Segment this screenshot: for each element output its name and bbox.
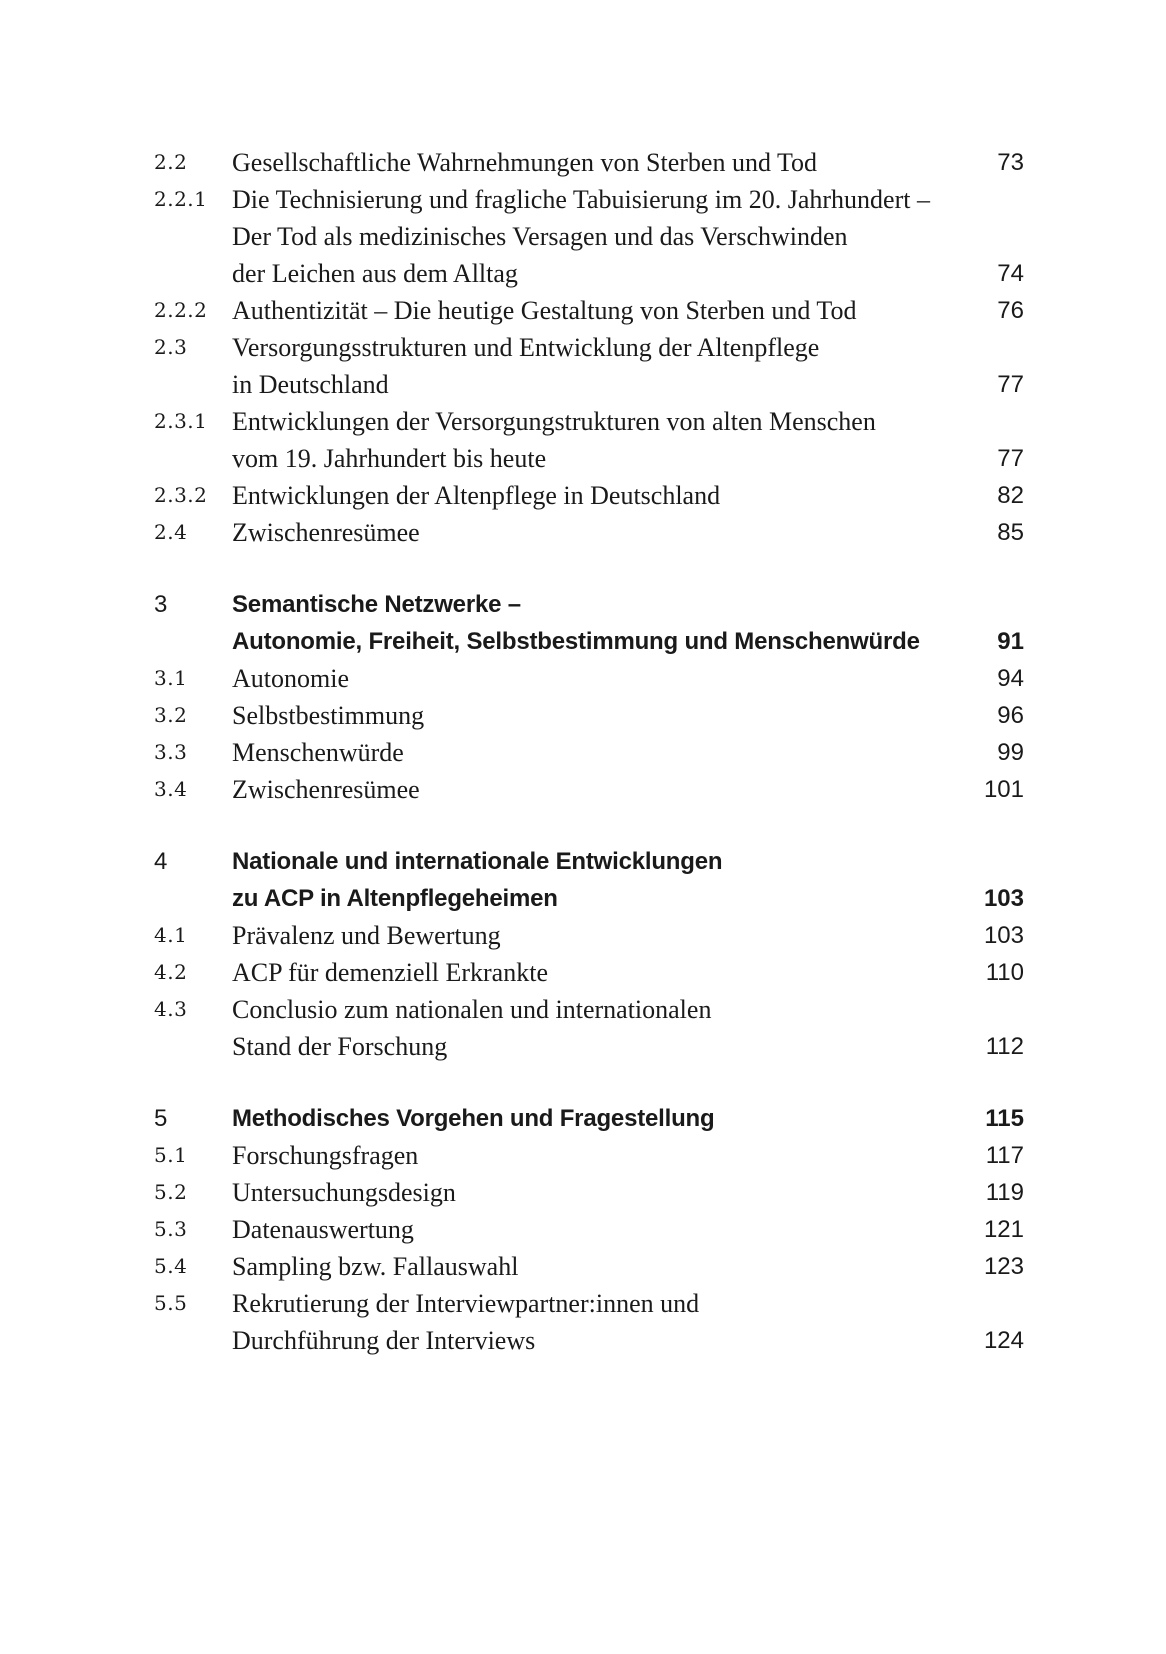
toc-entry[interactable] xyxy=(154,917,1024,954)
toc-entry-title xyxy=(232,329,954,403)
toc-entry[interactable] xyxy=(154,771,1024,808)
toc-entry-number: 2.3 xyxy=(154,335,188,359)
toc-entry-title-line: Stand der Forschung xyxy=(232,1032,448,1061)
toc-chapter-entry[interactable] xyxy=(154,1100,1024,1137)
toc-entry-number: 5.5 xyxy=(154,1291,188,1315)
toc-entry-number: 4.2 xyxy=(154,960,188,984)
toc-entry-page-number: 103 xyxy=(983,922,1024,949)
section-gap xyxy=(154,808,1024,843)
toc-entry-title xyxy=(232,586,954,660)
toc-entry-page-number: 76 xyxy=(997,297,1024,324)
toc-entry-page-number: 119 xyxy=(985,1179,1024,1206)
toc-entry-title-line: Datenauswertung xyxy=(232,1215,414,1244)
toc-entry-page-number: 77 xyxy=(997,445,1024,472)
toc-entry-title-line: Semantische Netzwerke – xyxy=(232,591,521,618)
toc-entry-title xyxy=(232,734,954,771)
toc-entry-number: 3.4 xyxy=(154,777,188,801)
toc-entry-number: 2.3.2 xyxy=(154,483,208,507)
toc-entry-title xyxy=(232,660,954,697)
toc-entry-title-line: Prävalenz und Bewertung xyxy=(232,921,501,950)
toc-entry-page-number: 103 xyxy=(983,885,1024,912)
toc-entry-number: 3.2 xyxy=(154,703,188,727)
toc-entry-page-number: 91 xyxy=(997,628,1024,655)
toc-entry-title xyxy=(232,697,954,734)
toc-entry-title xyxy=(232,1100,954,1137)
toc-entry-title-line: Authentizität – Die heutige Gestaltung von Sterben und Tod xyxy=(232,296,857,325)
toc-entry-page-number: 110 xyxy=(985,959,1024,986)
toc-entry-title-line: Versorgungsstrukturen und Entwicklung der Altenpflege xyxy=(232,333,820,362)
toc-entry-title xyxy=(232,514,954,551)
toc-entry-number: 4 xyxy=(154,848,168,875)
toc-entry-title xyxy=(232,843,954,917)
toc-entry-title-line: in Deutschland xyxy=(232,370,389,399)
section-gap xyxy=(154,551,1024,586)
toc-entry-page-number: 73 xyxy=(997,149,1024,176)
toc-entry[interactable] xyxy=(154,514,1024,551)
toc-entry-number: 2.2.1 xyxy=(154,187,208,211)
toc-entry[interactable] xyxy=(154,1211,1024,1248)
toc-entry[interactable] xyxy=(154,734,1024,771)
toc-entry-page-number: 112 xyxy=(985,1033,1024,1060)
toc-entry[interactable] xyxy=(154,477,1024,514)
toc-entry-title-line: Forschungsfragen xyxy=(232,1141,419,1170)
toc-entry-page-number: 124 xyxy=(983,1327,1024,1354)
toc-entry-number: 2.4 xyxy=(154,520,188,544)
toc-entry-title-line: Zwischenresümee xyxy=(232,775,420,804)
toc-entry-title-line: Nationale und internationale Entwicklungen xyxy=(232,848,723,875)
toc-entry-title-line: vom 19. Jahrhundert bis heute xyxy=(232,444,547,473)
toc-entry-title-line: der Leichen aus dem Alltag xyxy=(232,259,518,288)
toc-entry-title-line: ACP für demenziell Erkrankte xyxy=(232,958,548,987)
table-of-contents xyxy=(154,144,1024,1359)
toc-entry-number: 2.3.1 xyxy=(154,409,208,433)
toc-entry-title xyxy=(232,144,954,181)
section-gap xyxy=(154,1065,1024,1100)
toc-entry[interactable] xyxy=(154,1174,1024,1211)
toc-entry-title xyxy=(232,917,954,954)
toc-entry-number: 3 xyxy=(154,591,168,618)
toc-entry-title-line: Entwicklungen der Versorgungstrukturen von alten Menschen xyxy=(232,407,876,436)
toc-entry-number: 2.2 xyxy=(154,150,188,174)
toc-entry-title-line: Autonomie, Freiheit, Selbstbestimmung und Menschenwürde xyxy=(232,628,920,655)
toc-entry[interactable] xyxy=(154,991,1024,1065)
toc-entry-page-number: 117 xyxy=(985,1142,1024,1169)
toc-entry-page-number: 94 xyxy=(997,665,1024,692)
toc-entry-title xyxy=(232,292,954,329)
toc-entry[interactable] xyxy=(154,1285,1024,1359)
toc-entry-number: 5.4 xyxy=(154,1254,188,1278)
toc-entry-title-line: Die Technisierung und fragliche Tabuisierung im 20. Jahrhundert – xyxy=(232,185,930,214)
toc-entry-title-line: Menschenwürde xyxy=(232,738,404,767)
toc-entry-title-line: Der Tod als medizinisches Versagen und das Verschwinden xyxy=(232,222,848,251)
toc-entry-number: 4.3 xyxy=(154,997,188,1021)
toc-entry-title xyxy=(232,1137,954,1174)
toc-entry[interactable] xyxy=(154,329,1024,403)
toc-entry-title-line: Rekrutierung der Interviewpartner:innen und xyxy=(232,1289,700,1318)
toc-entry-number: 5.2 xyxy=(154,1180,188,1204)
toc-entry-title-line: Selbstbestimmung xyxy=(232,701,425,730)
toc-entry[interactable] xyxy=(154,660,1024,697)
toc-entry-title xyxy=(232,771,954,808)
toc-entry-title-line: Gesellschaftliche Wahrnehmungen von Sterben und Tod xyxy=(232,148,818,177)
toc-entry-number: 3.3 xyxy=(154,740,188,764)
toc-entry-number: 5 xyxy=(154,1105,168,1132)
toc-entry-title-line: zu ACP in Altenpflegeheimen xyxy=(232,885,558,912)
toc-entry[interactable] xyxy=(154,181,1024,292)
toc-entry-number: 4.1 xyxy=(154,923,188,947)
toc-entry[interactable] xyxy=(154,1137,1024,1174)
toc-entry-title xyxy=(232,181,954,292)
toc-entry-title-line: Autonomie xyxy=(232,664,349,693)
toc-entry-title-line: Methodisches Vorgehen und Fragestellung xyxy=(232,1105,715,1132)
toc-entry-page-number: 121 xyxy=(983,1216,1024,1243)
toc-entry-page-number: 82 xyxy=(997,482,1024,509)
toc-entry[interactable] xyxy=(154,1248,1024,1285)
toc-entry-page-number: 96 xyxy=(997,702,1024,729)
toc-entry-title-line: Conclusio zum nationalen und internationalen xyxy=(232,995,712,1024)
toc-entry-title xyxy=(232,1211,954,1248)
toc-entry[interactable] xyxy=(154,697,1024,734)
toc-entry[interactable] xyxy=(154,403,1024,477)
toc-entry-title xyxy=(232,1174,954,1211)
toc-entry[interactable] xyxy=(154,954,1024,991)
toc-entry-title-line: Durchführung der Interviews xyxy=(232,1326,536,1355)
toc-entry-number: 2.2.2 xyxy=(154,298,208,322)
toc-entry-title xyxy=(232,1285,954,1359)
toc-entry[interactable] xyxy=(154,144,1024,181)
toc-entry-page-number: 85 xyxy=(997,519,1024,546)
toc-entry-title xyxy=(232,954,954,991)
toc-entry-page-number: 115 xyxy=(985,1105,1024,1132)
toc-chapter-entry[interactable] xyxy=(154,586,1024,660)
toc-entry-title-line: Entwicklungen der Altenpflege in Deutschland xyxy=(232,481,721,510)
toc-entry-page-number: 74 xyxy=(997,260,1024,287)
toc-entry-title-line: Sampling bzw. Fallauswahl xyxy=(232,1252,519,1281)
toc-entry-title xyxy=(232,403,954,477)
toc-entry-page-number: 99 xyxy=(997,739,1024,766)
toc-entry-title xyxy=(232,991,954,1065)
toc-entry-title xyxy=(232,477,954,514)
toc-entry-page-number: 123 xyxy=(983,1253,1024,1280)
toc-entry-page-number: 77 xyxy=(997,371,1024,398)
toc-chapter-entry[interactable] xyxy=(154,843,1024,917)
toc-entry-title-line: Untersuchungsdesign xyxy=(232,1178,456,1207)
toc-entry-page-number: 101 xyxy=(983,776,1024,803)
toc-entry-number: 5.1 xyxy=(154,1143,188,1167)
toc-entry-number: 5.3 xyxy=(154,1217,188,1241)
toc-entry-title xyxy=(232,1248,954,1285)
toc-entry[interactable] xyxy=(154,292,1024,329)
toc-entry-number: 3.1 xyxy=(154,666,188,690)
toc-entry-title-line: Zwischenresümee xyxy=(232,518,420,547)
